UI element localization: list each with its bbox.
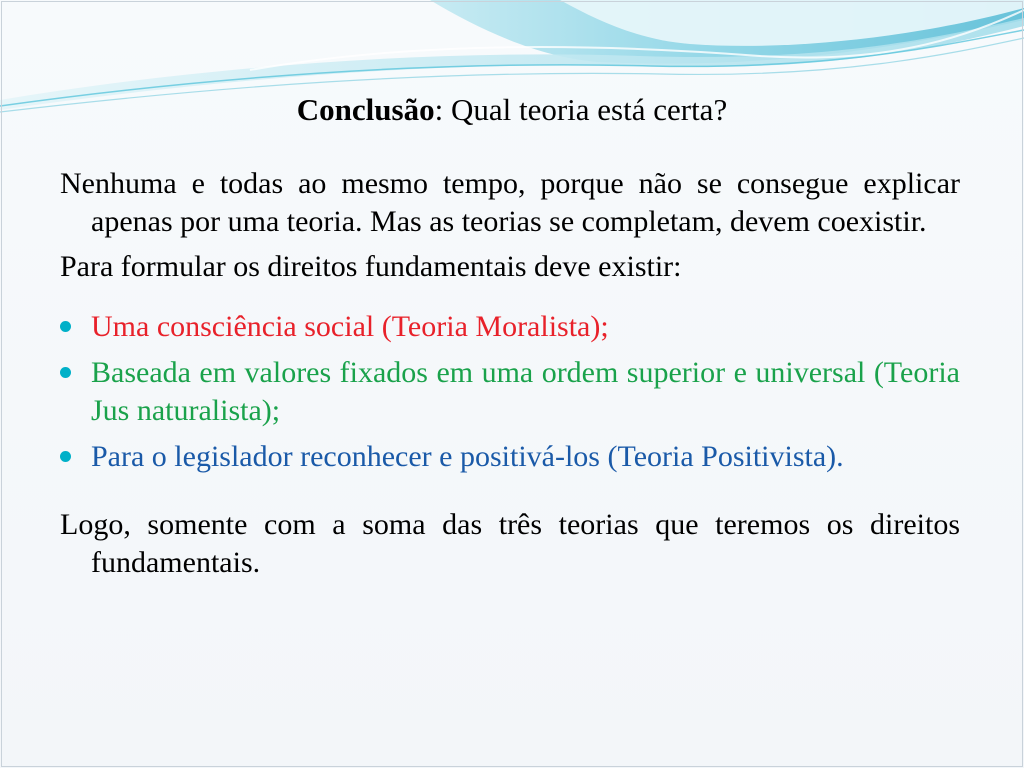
bullet-dot-icon: [60, 367, 71, 378]
bullet-text: Uma consciência social (Teoria Moralista);: [91, 310, 609, 343]
paragraph-requirement: Para formular os direitos fundamentais deve existir:: [60, 250, 682, 283]
slide-title: [0, 88, 1024, 132]
title-rest: : Qual teoria está certa?: [434, 92, 728, 127]
bullet-dot-icon: [60, 321, 71, 332]
bullet-text: Baseada em valores fixados em uma ordem superior e universal (Teoria Jus naturalista);: [91, 356, 960, 427]
paragraph-intro: Nenhuma e todas ao mesmo tempo, porque não se consegue explicar apenas por uma teoria. Mas as teorias se completam, devem coexistir.: [60, 167, 960, 238]
paragraph-conclusion: Logo, somente com a soma das três teorias que teremos os direitos fundamentais.: [60, 508, 960, 579]
bullet-positivista: [60, 438, 960, 476]
bullet-dot-icon: [60, 451, 71, 462]
theory-bullet-list: [60, 308, 960, 476]
bullet-text: Para o legislador reconhecer e positivá-los (Teoria Positivista).: [91, 440, 844, 473]
bullet-moralista: [60, 308, 960, 346]
slide-content: [60, 165, 960, 582]
title-bold: Conclusão: [296, 92, 435, 127]
bullet-jus-naturalista: [60, 354, 960, 430]
